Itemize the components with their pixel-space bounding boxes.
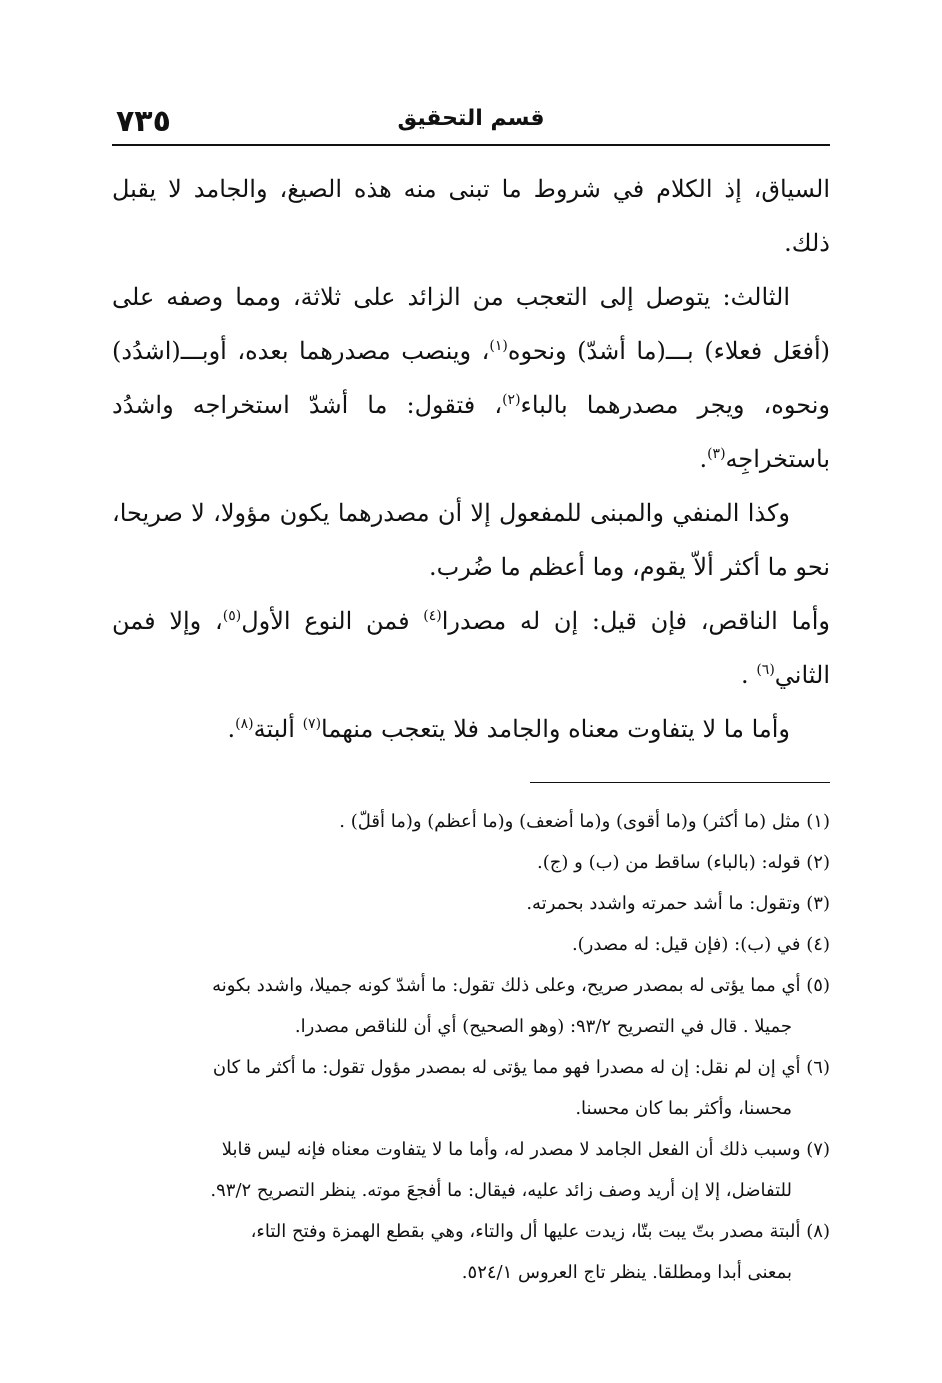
footnote-ref-6[interactable]: (٦) <box>756 662 775 678</box>
paragraph-5-part-c: . <box>227 715 236 743</box>
page-header <box>112 100 830 146</box>
footnote-8 <box>112 1211 830 1293</box>
footnote-2: (٢) قوله: (بالباء) ساقط من (ب) و (ج). <box>537 852 830 873</box>
footnote-ref-1[interactable]: (١) <box>489 338 508 354</box>
footnote-6 <box>112 1047 830 1129</box>
main-text <box>112 162 830 756</box>
running-head: قسم التحقيق <box>397 106 545 131</box>
paragraph-2-part-b: ، وينصب مصدرهما بعده، أوبـــ(اشدُد) ونحوه، ويجر مصدرهما بالباء <box>112 337 830 419</box>
footnote-ref-8[interactable]: (٨) <box>235 716 254 732</box>
footnote-1: (١) مثل (ما أكثر) و(ما أقوى) و(ما أضعف) و(ما أعظم) و(ما أقلّ) . <box>339 811 830 832</box>
paragraph-2-part-a: الثالث: يتوصل إلى التعجب من الزائد على ثلاثة، ومما وصفه على (أفعَل فعلاء) بـــ(ما أشدّ) ونحوه <box>112 283 830 365</box>
footnote-ref-2[interactable]: (٢) <box>502 392 521 408</box>
footnote-ref-7[interactable]: (٧) <box>302 716 322 732</box>
footnotes <box>112 801 830 1293</box>
footnote-5-line-2: جميلا . قال في التصريح ٩٣/٢: (وهو الصحيح) أي أن للناقص مصدرا. <box>294 1016 792 1037</box>
footnote-4: (٤) في (ب): (فإن قيل: له مصدر). <box>571 934 830 955</box>
paragraph-4 <box>112 594 830 702</box>
footnote-7-line-2: للتفاضل، إلا إن أريد وصف زائد عليه، فيقال: ما أفجعَ موته. ينظر التصريح ٩٣/٢. <box>210 1180 792 1201</box>
paragraph-5-part-b: ألبتة <box>253 715 303 743</box>
paragraph-3: وكذا المنفي والمبنى للمفعول إلا أن مصدرهما يكون مؤولا، لا صريحا، نحو ما أكثر ألاّ يقوم، وما أعظم ما ضُرب. <box>112 499 830 581</box>
paragraph-4-part-d: . <box>741 661 757 689</box>
footnote-7 <box>112 1129 830 1211</box>
footnote-6-line-2: محسنا، وأكثر بما كان محسنا. <box>575 1098 792 1119</box>
footnote-5-line-1: (٥) أي مما يؤتى له بمصدر صريح، وعلى ذلك تقول: ما أشدّ كونه جميلا، واشدد بكونه <box>212 975 830 996</box>
paragraph-1: السياق، إذ الكلام في شروط ما تبنى منه هذه الصيغ، والجامد لا يقبل ذلك. <box>112 175 830 257</box>
page-number: ٧٣٥ <box>116 104 171 139</box>
footnote-3: (٣) وتقول: ما أشد حمرته واشدد بحمرته. <box>526 893 830 914</box>
paragraph-2-part-c: ، فتقول: ما أشدّ استخراجه واشدُد باستخراجِه <box>112 391 830 473</box>
paragraph-5-part-a: وأما ما لا يتفاوت معناه والجامد فلا يتعجب منهما <box>321 715 790 743</box>
footnote-ref-4[interactable]: (٤) <box>423 608 442 624</box>
paragraph-4-part-b: فمن النوع الأول <box>241 607 424 635</box>
footnote-7-line-1: (٧) وسبب ذلك أن الفعل الجامد لا مصدر له، وأما ما لا يتفاوت معناه فإنه ليس قابلا <box>221 1139 830 1160</box>
paragraph-4-part-a: وأما الناقص، فإن قيل: إن له مصدرا <box>441 607 830 635</box>
footnote-8-line-1: (٨) ألبتة مصدر بتّ يبت بتّا، زيدت عليها أل والتاء، وهي بقطع الهمزة وفتح التاء، <box>250 1221 830 1242</box>
footnote-separator <box>530 782 830 783</box>
book-page <box>112 100 830 1293</box>
paragraph-2-part-d: . <box>699 445 708 473</box>
footnote-5 <box>112 965 830 1047</box>
paragraph-2 <box>112 270 830 486</box>
footnote-ref-3[interactable]: (٣) <box>707 446 726 462</box>
footnote-8-line-2: بمعنى أبدا ومطلقا. ينظر تاج العروس ٥٢٤/١. <box>461 1262 792 1283</box>
paragraph-4-part-c: ، وإلا فمن الثاني <box>112 607 830 689</box>
paragraph-5 <box>112 702 830 756</box>
footnote-ref-5[interactable]: (٥) <box>222 608 242 624</box>
footnote-6-line-1: (٦) أي إن لم نقل: إن له مصدرا فهو مما يؤتى له بمصدر مؤول تقول: ما أكثر ما كان <box>212 1057 830 1078</box>
